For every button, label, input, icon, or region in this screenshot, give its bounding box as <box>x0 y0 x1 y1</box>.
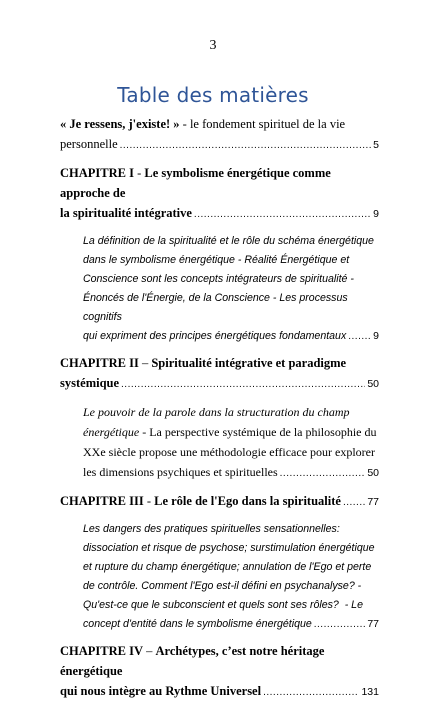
intro-subtitle: - le fondement spirituel de la vie <box>179 117 346 131</box>
toc-subentry-chapter-3[interactable] <box>60 520 379 634</box>
chapter-title-end: systémique <box>60 376 120 390</box>
page-ref: 77 <box>367 496 379 508</box>
toc-subentry-chapter-1[interactable] <box>60 232 379 346</box>
sub-line: La définition de la spiritualité et le rôle du schéma énergétique <box>83 235 374 247</box>
chapter-title: Spiritualité intégrative et paradigme <box>151 356 347 370</box>
page-ref: 50 <box>367 378 379 390</box>
toc-entry-chapter-2[interactable] <box>60 353 379 395</box>
sub-italic: Le pouvoir de la parole dans la structuration du champ <box>83 405 350 419</box>
dot-leader <box>263 683 359 703</box>
chapter-label: CHAPITRE II <box>60 356 139 370</box>
page-ref: 9 <box>373 330 379 342</box>
dot-leader <box>343 493 365 513</box>
toc-entry-chapter-3[interactable] <box>60 491 379 513</box>
chapter-title-end: qui nous intègre au Rythme Universel <box>60 684 262 698</box>
separator: - <box>143 494 155 508</box>
dot-leader <box>280 464 366 484</box>
dot-leader <box>194 205 371 225</box>
page-ref: 5 <box>373 139 379 151</box>
toc-subentry-chapter-2[interactable] <box>60 402 379 484</box>
chapter-title: Le rôle de l'Ego dans la spiritualité <box>154 494 341 508</box>
chapter-title: Le symbolisme énergétique comme approche de <box>60 166 331 200</box>
chapter-label: CHAPITRE III <box>60 494 144 508</box>
sub-line: Énoncés de l'Énergie, de la Conscience - Les processus cognitifs <box>83 292 348 323</box>
sub-line: XXe siècle propose une méthodologie efficace pour explorer <box>83 445 375 459</box>
table-of-contents <box>60 114 379 710</box>
page-ref: 9 <box>373 208 379 220</box>
separator: – <box>143 644 156 658</box>
intro-subtitle-end: personnelle <box>60 137 118 151</box>
sub-line: de contrôle. Comment l'Ego est-il défini en psychanalyse? - <box>83 580 362 592</box>
toc-title: Table des matières <box>117 83 309 107</box>
sub-line: concept d'entité dans le symbolisme énergétique <box>83 618 312 630</box>
sub-italic: énergétique <box>83 425 140 439</box>
dot-leader <box>348 327 371 346</box>
page-ref: 77 <box>367 618 379 630</box>
page-ref: 131 <box>361 686 379 698</box>
dot-leader <box>121 375 365 395</box>
toc-entry-chapter-1[interactable] <box>60 163 379 225</box>
chapter-label: CHAPITRE IV <box>60 644 143 658</box>
chapter-title: Archétypes, c’est notre héritage énergétique <box>60 644 325 678</box>
dot-leader <box>314 615 366 634</box>
toc-entry-chapter-4[interactable] <box>60 641 379 703</box>
page-ref: 50 <box>367 467 379 479</box>
chapter-title-end: la spiritualité intégrative <box>60 206 192 220</box>
sub-line: Conscience sont les concepts intégrateurs de spiritualité - <box>83 273 354 285</box>
sub-line: - La perspective systémique de la philosophie du <box>139 425 377 439</box>
page-number: 3 <box>209 38 217 53</box>
sub-line: qui expriment des principes énergétiques fondamentaux <box>83 330 347 342</box>
toc-entry-intro[interactable] <box>60 114 379 156</box>
sub-line: dans le symbolisme énergétique - Réalité Énergétique et <box>83 254 350 266</box>
sub-line: les dimensions psychiques et spirituelles <box>83 465 278 479</box>
sub-line: Qu'est-ce que le subconscient et quels sont ses rôles? - Le <box>83 599 363 611</box>
separator: - <box>133 166 145 180</box>
chapter-label: CHAPITRE I <box>60 166 134 180</box>
separator: – <box>138 356 152 370</box>
sub-line: dissociation et risque de psychose; surstimulation énergétique <box>83 542 375 554</box>
dot-leader <box>120 136 372 156</box>
sub-line: Les dangers des pratiques spirituelles sensationnelles: <box>83 523 340 535</box>
sub-line: et rupture du champ énergétique; annulation de l'Ego et perte <box>83 561 372 573</box>
intro-title: « Je ressens, j'existe! » <box>60 117 180 131</box>
